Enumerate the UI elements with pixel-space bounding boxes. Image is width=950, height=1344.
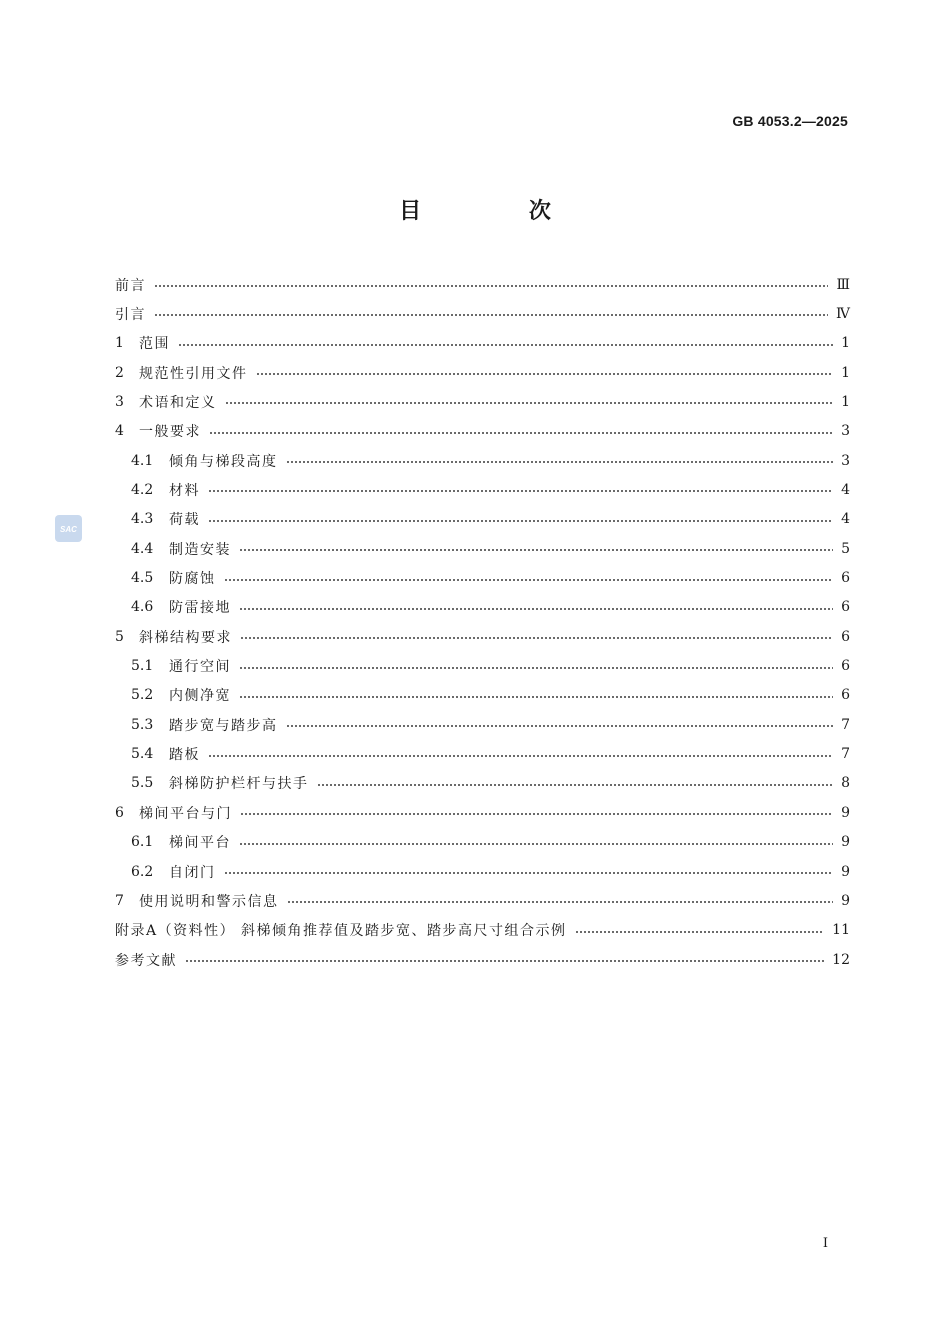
- toc-entry-label: 防雷接地: [169, 600, 231, 617]
- toc-dot-leader: [239, 549, 833, 551]
- toc-entry-page: 4: [841, 511, 850, 528]
- toc-entry-label: 引言: [115, 306, 146, 323]
- toc-entry-number: 4.5: [131, 570, 154, 586]
- toc-entry-number: 1: [115, 335, 124, 352]
- toc-entry-page: 8: [841, 775, 850, 792]
- toc-entry-label: 踏步宽与踏步高: [169, 717, 278, 734]
- toc-entry[interactable]: [131, 769, 850, 798]
- sac-logo-icon: [55, 515, 82, 542]
- toc-entry-number: 5.5: [131, 775, 154, 792]
- toc-entry-label: 内侧净宽: [169, 688, 231, 705]
- toc-entry-number: 4.2: [131, 481, 154, 498]
- standard-code: GB 4053.2—2025: [732, 113, 848, 129]
- toc-entry-label: 荷载: [169, 512, 200, 529]
- toc-entry-number: 5.3: [131, 716, 154, 733]
- toc-entry[interactable]: [115, 622, 850, 651]
- toc-entry[interactable]: [115, 358, 850, 387]
- toc-entry-number: 5.1: [131, 658, 154, 675]
- toc-entry-label: 一般要求: [139, 424, 201, 441]
- toc-entry-page: 6: [841, 687, 850, 704]
- toc-entry-label: 范围: [139, 336, 170, 353]
- toc-entry-label: 参考文献: [115, 952, 177, 969]
- toc-entry-number: 4.3: [131, 511, 154, 528]
- toc-entry-label: 自闭门: [169, 864, 216, 881]
- toc-entry-page: 7: [841, 716, 850, 733]
- toc-entry-number: 4.4: [131, 540, 154, 557]
- toc-entry[interactable]: [115, 916, 850, 945]
- toc-entry-label: 斜梯防护栏杆与扶手: [169, 776, 309, 793]
- toc-entry-label: 术语和定义: [139, 394, 217, 411]
- toc-entry[interactable]: [131, 593, 850, 622]
- toc-entry-number: 6.2: [131, 863, 154, 880]
- toc-dot-leader: [239, 696, 833, 698]
- toc-dot-leader: [154, 314, 828, 316]
- toc-entry-page: 9: [841, 834, 850, 851]
- toc-entry-label: 通行空间: [169, 659, 231, 676]
- toc-entry[interactable]: [115, 417, 850, 446]
- toc-dot-leader: [154, 285, 828, 287]
- toc-entry-number: 5.2: [131, 687, 154, 704]
- toc-entry-page: 4: [841, 481, 850, 498]
- toc-entry-page: Ⅲ: [836, 276, 850, 293]
- toc-entry-number: 3: [115, 393, 124, 410]
- svg-text:SAC: SAC: [60, 525, 77, 534]
- toc-entry[interactable]: [131, 652, 850, 681]
- toc-entry[interactable]: [131, 564, 850, 593]
- toc-entry-page: 9: [841, 892, 850, 909]
- page-title: 目 次: [399, 199, 601, 224]
- toc-entry[interactable]: [131, 534, 850, 563]
- toc-dot-leader: [317, 784, 834, 786]
- toc-entry-label: 梯间平台与门: [139, 805, 232, 822]
- toc-dot-leader: [575, 931, 825, 933]
- toc-entry[interactable]: [131, 475, 850, 504]
- toc-entry-page: 1: [841, 364, 850, 381]
- toc-dot-leader: [178, 344, 833, 346]
- toc-dot-leader: [287, 901, 834, 903]
- toc-entry-label: 制造安装: [169, 541, 231, 558]
- toc-entry-label: 梯间平台: [169, 835, 231, 852]
- toc-entry-number: 5: [115, 628, 124, 645]
- toc-dot-leader: [240, 637, 833, 639]
- toc-entry[interactable]: [115, 886, 850, 915]
- toc-entry-page: 3: [841, 452, 850, 469]
- toc-entry-page: Ⅳ: [836, 305, 850, 322]
- toc-entry[interactable]: [115, 299, 850, 328]
- toc-entry-page: 9: [841, 804, 850, 821]
- toc-entry-number: 7: [115, 892, 124, 909]
- page-number: Ⅰ: [822, 1236, 828, 1251]
- toc-entry-label: 使用说明和警示信息: [139, 893, 279, 910]
- toc-entry[interactable]: [131, 828, 850, 857]
- toc-dot-leader: [240, 813, 833, 815]
- toc-entry-number: 4.1: [131, 452, 154, 469]
- toc-dot-leader: [208, 755, 833, 757]
- toc-entry-page: 9: [841, 863, 850, 880]
- toc-entry-label: 斜梯结构要求: [139, 629, 232, 646]
- toc-dot-leader: [256, 373, 834, 375]
- toc-entry-label: 防腐蚀: [169, 571, 216, 587]
- toc-entry-label: 材料: [169, 482, 200, 499]
- toc-entry[interactable]: [115, 270, 850, 299]
- toc-entry-page: 1: [841, 335, 850, 352]
- toc-entry-number: 5.4: [131, 746, 154, 763]
- toc-entry[interactable]: [131, 740, 850, 769]
- toc-entry[interactable]: [131, 681, 850, 710]
- toc-dot-leader: [208, 490, 833, 492]
- toc-entry[interactable]: [115, 387, 850, 416]
- toc-entry-number: 2: [115, 364, 124, 381]
- toc-entry-page: 3: [841, 423, 850, 440]
- toc-entry[interactable]: [131, 446, 850, 475]
- toc-dot-leader: [239, 843, 833, 845]
- toc-dot-leader: [224, 579, 834, 581]
- toc-entry[interactable]: [115, 945, 850, 974]
- toc-dot-leader: [239, 667, 833, 669]
- toc-entry-page: 1: [841, 393, 850, 410]
- toc-entry[interactable]: [115, 329, 850, 358]
- toc-dot-leader: [209, 432, 833, 434]
- toc-entry-label: 规范性引用文件: [139, 365, 248, 382]
- toc-dot-leader: [286, 725, 834, 727]
- toc-entry[interactable]: [115, 798, 850, 827]
- toc-entry-page: 6: [841, 628, 850, 645]
- toc-entry[interactable]: [131, 857, 850, 886]
- toc-entry-label: 倾角与梯段高度: [169, 453, 278, 470]
- toc-entry-page: 5: [841, 540, 850, 557]
- toc-dot-leader: [224, 872, 834, 874]
- toc-entry[interactable]: [131, 505, 850, 534]
- toc-entry-page: 11: [832, 922, 850, 939]
- toc-entry-page: 12: [832, 951, 850, 968]
- toc-entry-page: 7: [841, 746, 850, 763]
- toc-entry-page: 6: [841, 658, 850, 675]
- toc-entry-number: 6: [115, 804, 124, 821]
- toc-entry-label: 前言: [115, 277, 146, 294]
- toc-entry-number: 4: [115, 423, 124, 440]
- toc-entry-number: 4.6: [131, 599, 154, 616]
- toc-entry[interactable]: [131, 710, 850, 739]
- toc-dot-leader: [225, 402, 834, 404]
- toc-entry-label: 踏板: [169, 747, 200, 764]
- toc-dot-leader: [185, 960, 824, 962]
- toc-dot-leader: [239, 608, 833, 610]
- toc-dot-leader: [286, 461, 834, 463]
- toc-entry-page: 6: [841, 570, 850, 586]
- toc-entry-label: 附录A（资料性） 斜梯倾角推荐值及踏步宽、踏步高尺寸组合示例: [115, 923, 567, 940]
- toc-entry-number: 6.1: [131, 834, 154, 851]
- toc-entry-page: 6: [841, 599, 850, 616]
- toc-dot-leader: [208, 520, 833, 522]
